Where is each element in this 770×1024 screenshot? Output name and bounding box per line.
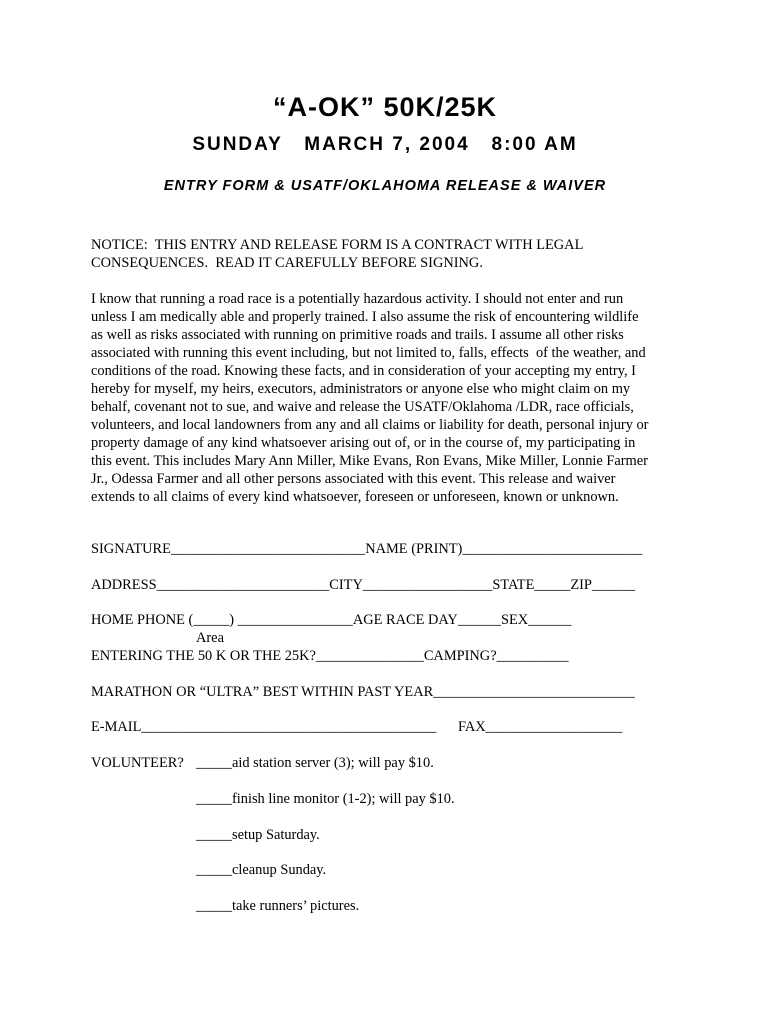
waiver-line: Jr., Odessa Farmer and all other persons associated with this event. This release and waiver <box>91 471 616 487</box>
waiver-line: hereby for myself, my heirs, executors, administrators or anyone else who might claim on my <box>91 381 631 397</box>
email-fax-field[interactable]: E-MAIL_________________________________________ FAX___________________ <box>91 719 623 735</box>
waiver-line: unless I am medically able and properly trained. I also assume the risk of encountering wildlife <box>91 309 639 325</box>
signature-name-field[interactable]: SIGNATURE___________________________NAME (PRINT)_________________________ <box>91 541 643 557</box>
volunteer-option-pictures[interactable]: _____take runners’ pictures. <box>196 898 360 914</box>
notice-line-1: NOTICE: THIS ENTRY AND RELEASE FORM IS A CONTRACT WITH LEGAL <box>91 237 584 253</box>
waiver-line: extends to all claims of every kind whatsoever, foreseen or unforeseen, known or unknown. <box>91 489 619 505</box>
volunteer-option-setup[interactable]: _____setup Saturday. <box>196 827 320 843</box>
waiver-line: I know that running a road race is a potentially hazardous activity. I should not enter and run <box>91 291 624 307</box>
volunteer-label: VOLUNTEER? <box>91 755 184 771</box>
waiver-line: as well as risks associated with running on primitive roads and trails. I assume all other risks <box>91 327 624 343</box>
waiver-line: volunteers, and local landowners from any and all claims or liability for death, personal injury or <box>91 417 649 433</box>
race-date-line: SUNDAY MARCH 7, 2004 8:00 AM <box>192 134 578 155</box>
waiver-line: this event. This includes Mary Ann Miller, Mike Evans, Ron Evans, Mike Miller, Lonnie Farmer <box>91 453 648 469</box>
volunteer-option-finish-line[interactable]: _____finish line monitor (1-2); will pay $10. <box>196 791 455 807</box>
marathon-best-field[interactable]: MARATHON OR “ULTRA” BEST WITHIN PAST YEAR____________________________ <box>91 684 635 700</box>
waiver-line: conditions of the road. Knowing these facts, and in consideration of your accepting my entry, I <box>91 363 636 379</box>
area-code-label: Area <box>196 630 224 646</box>
volunteer-option-aid-station[interactable]: _____aid station server (3); will pay $10. <box>196 755 434 771</box>
waiver-line: property damage of any kind whatsoever arising out of, or in the course of, my participating in <box>91 435 636 451</box>
volunteer-option-cleanup[interactable]: _____cleanup Sunday. <box>196 862 327 878</box>
race-title: “A-OK” 50K/25K <box>272 92 498 122</box>
form-title: ENTRY FORM & USATF/OKLAHOMA RELEASE & WAIVER <box>163 178 607 194</box>
notice-line-2: CONSEQUENCES. READ IT CAREFULLY BEFORE SIGNING. <box>91 255 483 271</box>
address-city-state-zip-field[interactable]: ADDRESS________________________CITY__________________STATE_____ZIP______ <box>91 577 636 593</box>
phone-age-sex-field[interactable]: HOME PHONE (_____) ________________AGE RACE DAY______SEX______ <box>91 612 572 628</box>
waiver-line: associated with running this event including, but not limited to, falls, effects of the weather, and <box>91 345 646 361</box>
race-choice-camping-field[interactable]: ENTERING THE 50 K OR THE 25K?_______________CAMPING?__________ <box>91 648 569 664</box>
waiver-line: behalf, covenant not to sue, and waive and release the USATF/Oklahoma /LDR, race officials, <box>91 399 634 415</box>
